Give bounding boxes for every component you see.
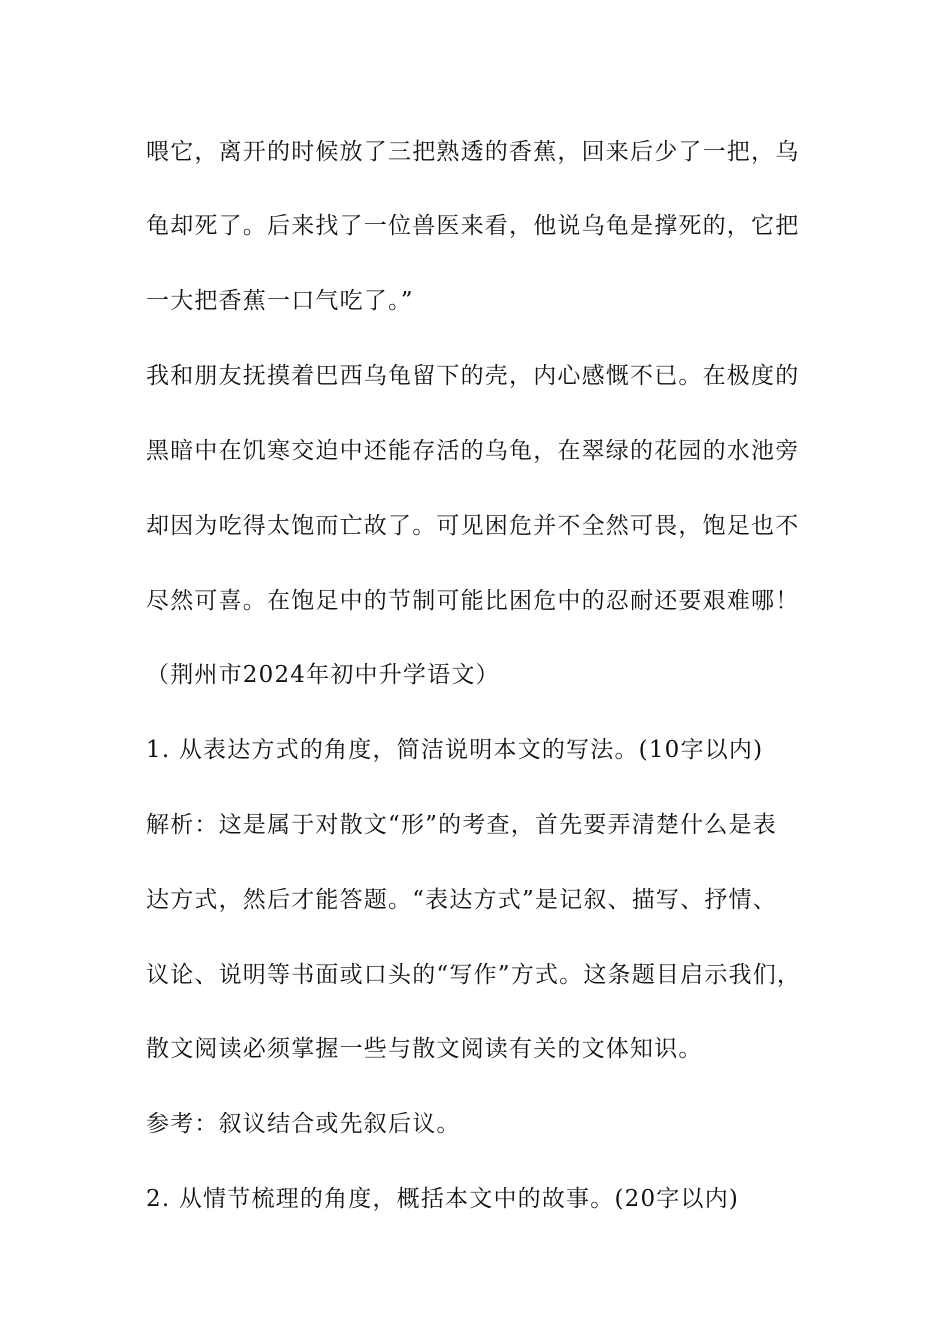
reference-answer: 参考：叙议结合或先叙后议。 xyxy=(146,1111,461,1137)
text-line-5: 黑暗中在饥寒交迫中还能存活的乌龟，在翠绿的花园的水池旁 xyxy=(146,438,800,464)
text-line-3: 一大把香蕉一口气吃了。” xyxy=(146,288,414,314)
text-line-7: 尽然可喜。在饱足中的节制可能比困危中的忍耐还要艰难哪！ xyxy=(146,588,800,614)
text-line-2: 龟却死了。后来找了一位兽医来看，他说乌龟是撑死的，它把 xyxy=(146,213,800,239)
text-line-1: 喂它，离开的时候放了三把熟透的香蕉，回来后少了一把，乌 xyxy=(146,139,800,165)
question-2: 2. 从情节梳理的角度，概括本文中的故事。(20字以内) xyxy=(146,1186,740,1212)
question-1: 1. 从表达方式的角度，简洁说明本文的写法。(10字以内) xyxy=(146,737,764,763)
analysis-line-4: 散文阅读必须掌握一些与散文阅读有关的文体知识。 xyxy=(146,1036,703,1062)
analysis-line-3: 议论、说明等书面或口头的“写作”方式。这条题目启示我们， xyxy=(146,962,802,988)
analysis-line-1: 解析：这是属于对散文“形”的考查，首先要弄清楚什么是表 xyxy=(146,812,777,838)
text-line-6: 却因为吃得太饱而亡故了。可见困危并不全然可畏，饱足也不 xyxy=(146,513,800,539)
source-citation: （荆州市2024年初中升学语文） xyxy=(146,662,500,688)
text-line-4: 我和朋友抚摸着巴西乌龟留下的壳，内心感慨不已。在极度的 xyxy=(146,363,800,389)
analysis-line-2: 达方式，然后才能答题。“表达方式”是记叙、描写、抒情、 xyxy=(146,887,777,913)
